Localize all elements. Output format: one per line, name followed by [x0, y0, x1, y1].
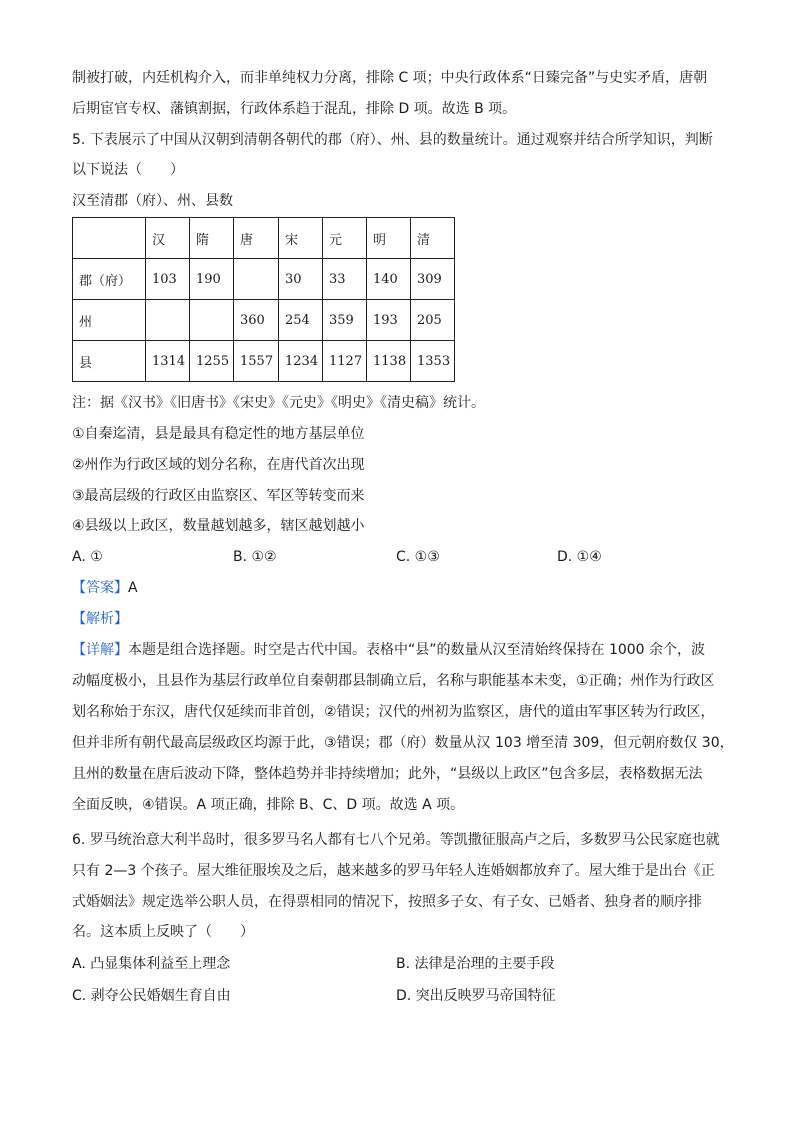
q5-stem-line-2: 以下说法（ ）: [72, 162, 184, 178]
table-cell: 140: [367, 259, 411, 300]
dynasty-count-table: [72, 217, 455, 382]
table-cell: [146, 300, 190, 341]
table-cell: [234, 259, 279, 300]
table-cell: 1234: [279, 341, 323, 382]
table-row-label: 县: [73, 341, 146, 382]
table-cell: 30: [279, 259, 323, 300]
q6-stem-line-3: 式婚姻法》规定选举公职人员，在得票相同的情况下，按照多子女、有子女、已婚者、独身者的顺序排: [72, 894, 702, 910]
detail-text: 本题是组合选择题。时空是古代中国。表格中“县”的数量从汉至清始终保持在 1000 余个，波: [128, 642, 706, 658]
table-cell: 205: [411, 300, 455, 341]
q6-stem-line-1: 6. 罗马统治意大利半岛时，很多罗马名人都有七八个兄弟。等凯撒征服高卢之后，多数罗马公民家庭也就: [72, 832, 720, 848]
q5-answer: [72, 578, 138, 598]
q5-detail-line-2: 动幅度极小，且县作为基层行政单位自秦朝郡县制确立后，名称与职能基本未变，①正确；州作为行政区: [72, 673, 715, 689]
q5-statement-3: ③最高层级的行政区由监察区、军区等转变而来: [72, 488, 365, 504]
table-header-cell: 隋: [190, 218, 234, 259]
intro-line-1: 制被打破，内廷机构介入，而非单纯权力分离，排除 C 项；中央行政体系“日臻完备”与史实矛盾，唐朝: [72, 70, 708, 86]
q5-table-note: 注：据《汉书》《旧唐书》《宋史》《元史》《明史》《清史稿》统计。: [72, 395, 485, 411]
q5-statement-2: ②州作为行政区域的划分名称，在唐代首次出现: [72, 457, 365, 473]
table-row-label: 郡（府）: [73, 259, 146, 300]
table-header-cell: 唐: [234, 218, 279, 259]
q5-detail-line-6: 全面反映，④错误。A 项正确，排除 B、C、D 项。故选 A 项。: [72, 797, 465, 813]
table-cell: 1557: [234, 341, 279, 382]
table-header-cell: 汉: [146, 218, 190, 259]
table-cell: 1314: [146, 341, 190, 382]
table-cell: [190, 300, 234, 341]
q5-detail-line-4: 但并非所有朝代最高层级政区均源于此，③错误；郡（府）数量从汉 103 增至清 309，但元朝府数仅 30，: [72, 735, 734, 751]
answer-label: 【答案】: [72, 580, 128, 596]
table-cell: 254: [279, 300, 323, 341]
q5-option-a: A. ①: [72, 549, 103, 565]
q5-option-b: B. ①②: [233, 549, 277, 565]
table-row-label: 州: [73, 300, 146, 341]
table-header-row: [73, 218, 455, 259]
q5-detail-line-1: [72, 640, 705, 660]
table-cell: 309: [411, 259, 455, 300]
table-cell: 33: [323, 259, 367, 300]
table-cell: 193: [367, 300, 411, 341]
q5-option-d: D. ①④: [557, 549, 602, 565]
table-cell: 190: [190, 259, 234, 300]
q5-statement-1: ①自秦迄清，县是最具有稳定性的地方基层单位: [72, 426, 365, 442]
answer-value: A: [128, 580, 138, 596]
q6-option-b: B. 法律是治理的主要手段: [396, 956, 555, 972]
intro-line-2: 后期宦官专权、藩镇割据，行政体系趋于混乱，排除 D 项。故选 B 项。: [72, 101, 517, 117]
q5-option-c: C. ①③: [396, 549, 440, 565]
q5-stem-line-1: 5. 下表展示了中国从汉朝到清朝各朝代的郡（府）、州、县的数量统计。通过观察并结合所学知识，判断: [72, 132, 713, 148]
table-row: [73, 300, 455, 341]
table-header-cell: 宋: [279, 218, 323, 259]
q6-stem-line-2: 只有 2—3 个孩子。屋大维征服埃及之后，越来越多的罗马年轻人连婚姻都放弃了。屋大维于是出台《正: [72, 863, 715, 879]
table-cell: 1138: [367, 341, 411, 382]
table-header-cell: 元: [323, 218, 367, 259]
detail-label: 【详解】: [72, 642, 128, 658]
table-header-cell: 清: [411, 218, 455, 259]
q5-detail-line-3: 划名称始于东汉，唐代仅延续而非首创，②错误；汉代的州初为监察区，唐代的道由军事区转为行政区，: [72, 704, 715, 720]
table-row: [73, 341, 455, 382]
table-cell: 359: [323, 300, 367, 341]
q5-analysis-heading: [72, 609, 128, 629]
q6-option-c: C. 剥夺公民婚姻生育自由: [72, 988, 231, 1004]
q5-detail-line-5: 且州的数量在唐后波动下降，整体趋势并非持续增加；此外，“县级以上政区”包含多层，表格数据无法: [72, 766, 703, 782]
table-cell: 1353: [411, 341, 455, 382]
q6-stem-line-4: 名。这本质上反映了（ ）: [72, 924, 254, 940]
q5-table-title: 汉至清郡（府）、州、县数: [72, 193, 233, 209]
q5-statement-4: ④县级以上政区，数量越划越多，辖区越划越小: [72, 518, 365, 534]
table-row: [73, 259, 455, 300]
analysis-label: 【解析】: [72, 611, 128, 627]
table-header-cell: 明: [367, 218, 411, 259]
table-cell: 1127: [323, 341, 367, 382]
table-cell: 103: [146, 259, 190, 300]
table-cell: [73, 218, 146, 259]
table-cell: 360: [234, 300, 279, 341]
table-cell: 1255: [190, 341, 234, 382]
q6-option-a: A. 凸显集体利益至上理念: [72, 956, 231, 972]
q6-option-d: D. 突出反映罗马帝国特征: [396, 988, 556, 1004]
